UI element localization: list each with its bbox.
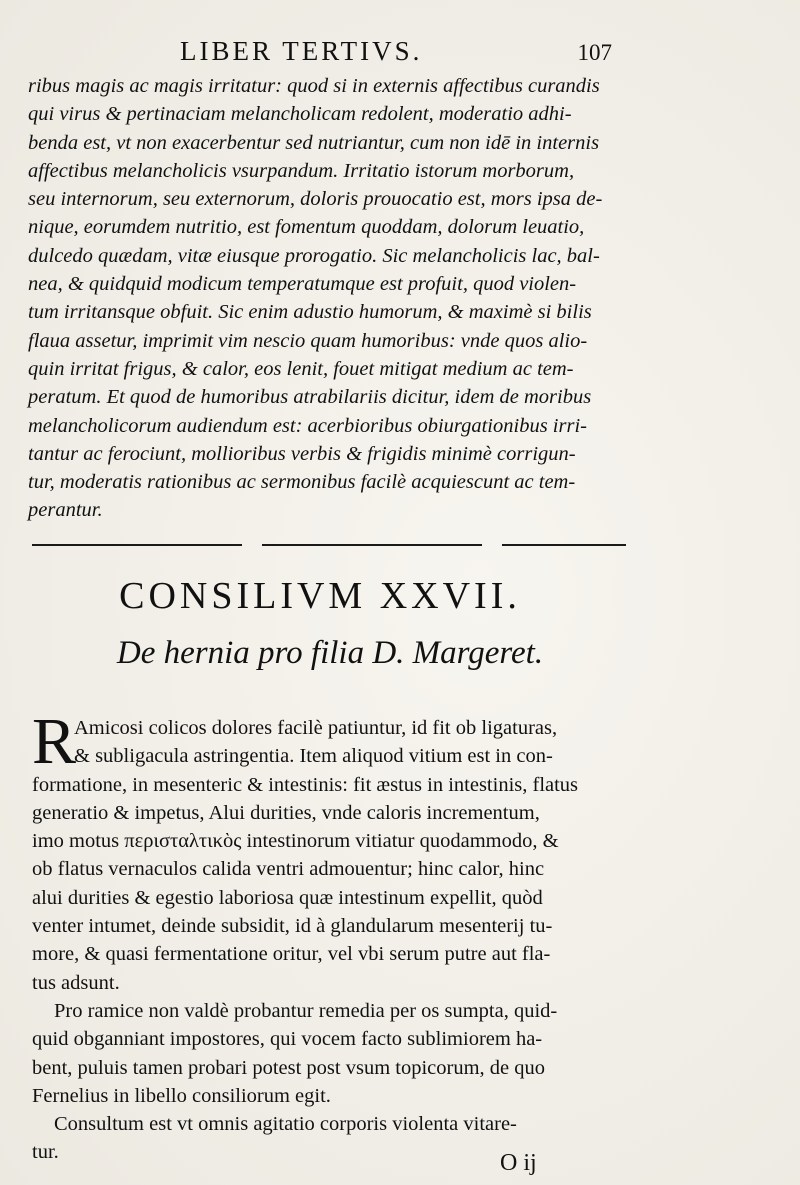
page-header bbox=[0, 36, 800, 76]
text-line: more, & quasi fermentatione oritur, vel vbi serum putre aut fla- bbox=[32, 943, 551, 966]
text-line: quid obganniant impostores, qui vocem facto sublimiorem ha- bbox=[32, 1028, 543, 1051]
text-line: perantur. bbox=[28, 499, 103, 522]
text-line: nea, & quidquid modicum temperatumque est profuit, quod violen- bbox=[28, 273, 577, 296]
drop-cap: R bbox=[32, 705, 77, 778]
text-line: Consultum est vt omnis agitatio corporis violenta vitare- bbox=[54, 1113, 517, 1136]
text-line: tur, moderatis rationibus ac sermonibus facilè acquiescunt ac tem- bbox=[28, 471, 576, 494]
consilium-subtitle: De hernia pro filia D. Margeret. bbox=[116, 635, 544, 671]
text-line: tus adsunt. bbox=[32, 971, 120, 994]
continuation-text bbox=[28, 72, 628, 525]
section-divider-center bbox=[262, 544, 482, 546]
text-line: affectibus melancholicis vsurpandum. Irritatio istorum morborum, bbox=[28, 159, 575, 182]
text-line: benda est, vt non exacerbentur sed nutriantur, cum non idē in internis bbox=[28, 131, 600, 154]
text-line: ob flatus vernaculos calida ventri admouentur; hinc calor, hinc bbox=[32, 858, 545, 881]
text-line: formatione, in mesenteric & intestinis: fit æstus in intestinis, flatus bbox=[32, 773, 579, 796]
text-line: melancholicorum audiendum est: acerbioribus obiurgationibus irri- bbox=[28, 414, 587, 437]
text-line: seu internorum, seu externorum, doloris prouocatio est, mors ipsa de- bbox=[28, 188, 603, 211]
page-number: 107 bbox=[577, 40, 612, 65]
text-line: tur. bbox=[32, 1141, 59, 1164]
text-line: qui virus & pertinaciam melancholicam redolent, moderatio adhi- bbox=[28, 103, 572, 126]
text-line: dulcedo quædam, vitæ eiusque prorogatio. Sic melancholicis lac, bal- bbox=[28, 244, 600, 267]
running-title: LIBER TERTIVS. bbox=[180, 36, 423, 66]
section-divider-left bbox=[32, 544, 242, 546]
text-line: alui durities & egestio laboriosa quæ intestinum expellit, quòd bbox=[32, 886, 543, 909]
text-line: venter intumet, deinde subsidit, id à glandularum mesenterij tu- bbox=[32, 915, 553, 938]
text-line: tantur ac ferociunt, mollioribus verbis & frigidis minimè corrigun- bbox=[28, 442, 576, 465]
text-line: peratum. Et quod de humoribus atrabilariis dicitur, idem de moribus bbox=[28, 386, 592, 409]
text-line: generatio & impetus, Alui durities, vnde caloris incrementum, bbox=[32, 801, 540, 824]
text-line: & subligacula astringentia. Item aliquod vitium est in con- bbox=[74, 745, 553, 768]
text-line: ribus magis ac magis irritatur: quod si in externis affectibus curandis bbox=[28, 75, 600, 97]
text-line: quin irritat frigus, & calor, eos lenit, fouet mitigat medium ac tem- bbox=[28, 357, 574, 380]
text-line: nique, eorumdem nutritio, est fomentum quoddam, dolorum leuatio, bbox=[28, 216, 585, 239]
text-line: flaua assetur, imprimit vim nescio quam humoribus: vnde quos alio- bbox=[28, 329, 588, 352]
text-line: imo motus περισταλτικὸς intestinorum vitiatur quodammodo, & bbox=[32, 830, 559, 853]
section-divider-right bbox=[502, 544, 626, 546]
text-line: Fernelius in libello consiliorum egit. bbox=[32, 1084, 331, 1107]
text-line: Pro ramice non valdè probantur remedia per os sumpta, quid- bbox=[54, 999, 558, 1022]
consilium-body bbox=[32, 705, 652, 1167]
signature-mark: O ij bbox=[500, 1150, 537, 1176]
text-line: Amicosi colicos dolores facilè patiuntur, id fit ob ligaturas, bbox=[74, 717, 558, 739]
consilium-heading: CONSILIVM XXVII. bbox=[119, 575, 521, 617]
text-line: tum irritansque obfuit. Sic enim adustio humorum, & maximè si bilis bbox=[28, 301, 592, 324]
text-line: bent, puluis tamen probari potest post vsum topicorum, de quo bbox=[32, 1056, 546, 1079]
